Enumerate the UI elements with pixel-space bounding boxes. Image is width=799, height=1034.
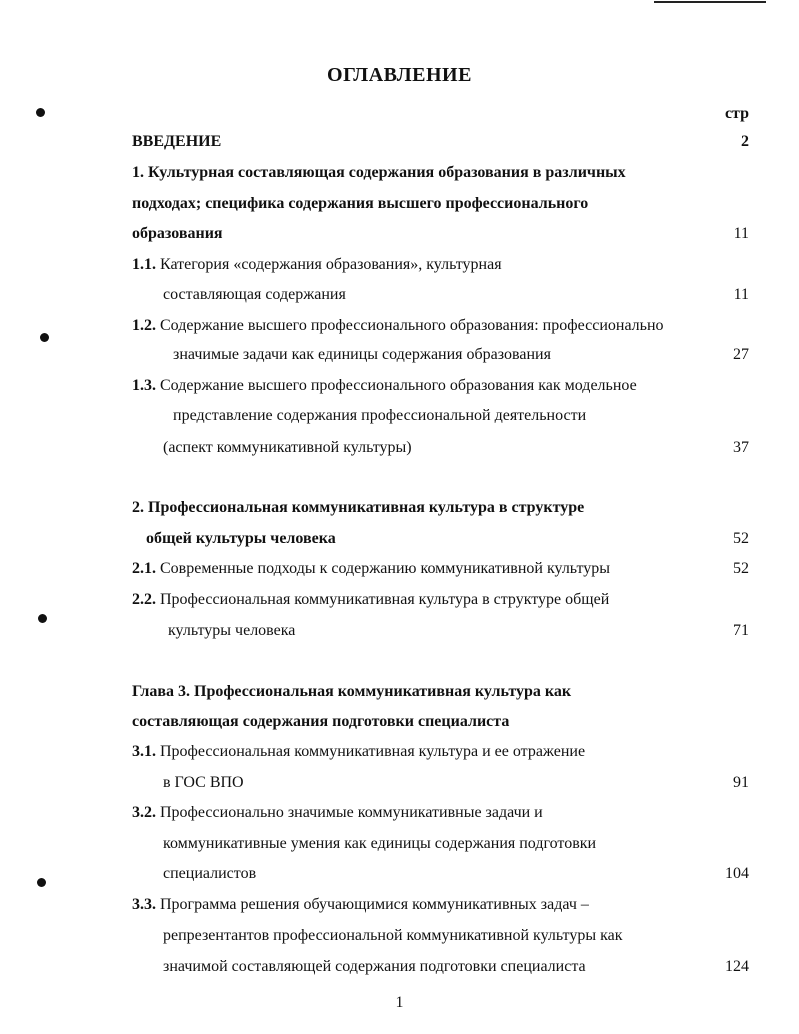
section-page: 71 [733, 622, 749, 639]
section-title-cont: репрезентантов профессиональной коммуникативной культуры как [163, 927, 623, 944]
toc-section-3-3 [132, 895, 772, 915]
toc-section-1-3 [132, 376, 772, 396]
section-title: Профессионально значимые коммуникативные задачи и [160, 804, 543, 821]
section-page: 104 [725, 865, 749, 882]
toc-section-1-1 [132, 255, 772, 275]
toc-ch1-title: подходах; специфика содержания высшего профессионального [132, 195, 589, 212]
section-title: Содержание высшего профессионального образования: профессионально [160, 317, 664, 334]
toc-ch3-title: составляющая содержания подготовки специалиста [132, 713, 510, 730]
toc-ch2-title: общей культуры человека [146, 530, 336, 547]
page-column-header: стр [724, 105, 749, 122]
section-page: 52 [733, 560, 749, 577]
toc-section-2-2 [132, 590, 772, 610]
punch-hole-mark [40, 333, 49, 342]
page-title: ОГЛАВЛЕНИЕ [327, 64, 472, 86]
section-page: 27 [733, 346, 749, 363]
toc-intro-label: ВВЕДЕНИЕ [132, 133, 222, 150]
toc-ch1-title: образования [132, 225, 223, 242]
section-title-cont: значимой составляющей содержания подготовки специалиста [163, 958, 586, 975]
section-title-cont: представление содержания профессиональной деятельности [173, 407, 587, 424]
section-title: Профессиональная коммуникативная культура в структуре общей [160, 591, 610, 608]
section-number: 1.3. [132, 377, 156, 394]
section-number: 1.1. [132, 256, 156, 273]
section-title: Категория «содержания образования», культурная [160, 256, 502, 273]
section-page: 11 [733, 286, 749, 303]
toc-section-1-2 [132, 316, 772, 336]
section-number: 3.3. [132, 896, 156, 913]
section-title: Программа решения обучающимися коммуникативных задач – [160, 896, 589, 913]
toc-ch1-page: 11 [733, 225, 749, 242]
section-number: 2.2. [132, 591, 156, 608]
section-page: 124 [725, 958, 749, 975]
toc-intro-page: 2 [741, 133, 749, 150]
section-title-cont: специалистов [163, 865, 257, 882]
section-title: Содержание высшего профессионального образования как модельное [160, 377, 637, 394]
section-number: 2.1. [132, 560, 156, 577]
toc-section-3-1 [132, 742, 772, 762]
section-title-cont: (аспект коммуникативной культуры) [163, 439, 412, 456]
toc-ch2-title: 2. Профессиональная коммуникативная культура в структуре [132, 499, 585, 516]
toc-ch1-title: 1. Культурная составляющая содержания образования в различных [132, 164, 626, 181]
section-page: 91 [733, 774, 749, 791]
toc-section-3-2 [132, 803, 772, 823]
toc-ch3-title: Глава 3. Профессиональная коммуникативная культура как [132, 683, 572, 700]
punch-hole-mark [38, 614, 47, 623]
section-title: Современные подходы к содержанию коммуникативной культуры [160, 560, 611, 577]
section-title-cont: составляющая содержания [163, 286, 346, 303]
section-title-cont: культуры человека [168, 622, 296, 639]
section-page: 37 [733, 439, 749, 456]
section-title-cont: значимые задачи как единицы содержания образования [173, 346, 551, 363]
section-number: 3.2. [132, 804, 156, 821]
section-number: 1.2. [132, 317, 156, 334]
section-number: 3.1. [132, 743, 156, 760]
section-title: Профессиональная коммуникативная культура и ее отражение [160, 743, 586, 760]
section-title-cont: в ГОС ВПО [163, 774, 244, 791]
punch-hole-mark [37, 878, 46, 887]
top-rule [654, 1, 766, 3]
toc-section-2-1 [132, 559, 772, 579]
punch-hole-mark [36, 108, 45, 117]
page-number: 1 [395, 994, 404, 1011]
toc-ch2-page: 52 [733, 530, 749, 547]
section-title-cont: коммуникативные умения как единицы содержания подготовки [163, 835, 597, 852]
